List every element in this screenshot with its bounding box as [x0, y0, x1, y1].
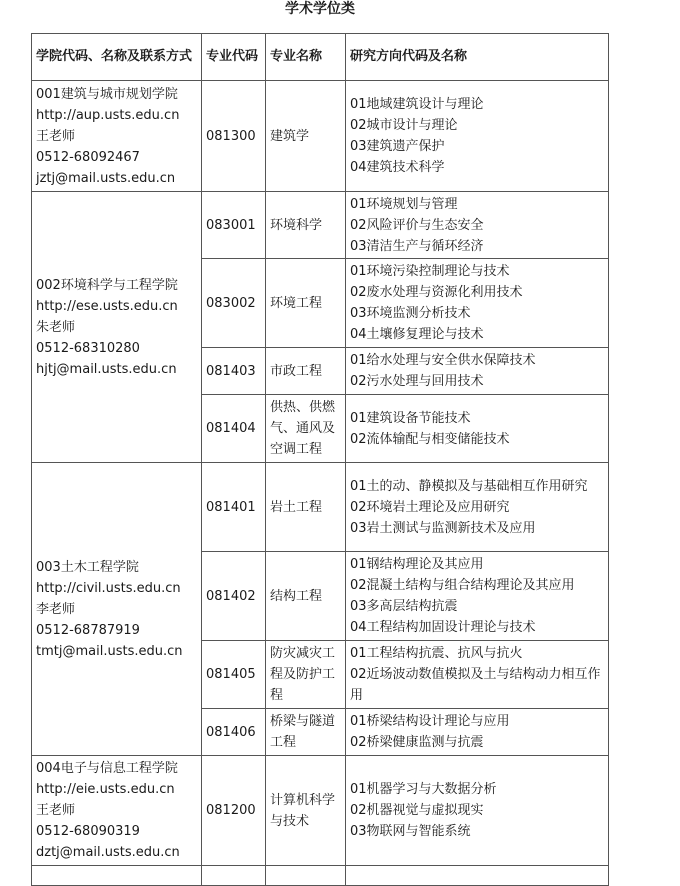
- direction-item: 03建筑遗产保护: [350, 139, 445, 154]
- college-email[interactable]: jztj@mail.usts.edu.cn: [36, 170, 176, 186]
- direction-item: 01土的动、静模拟及与基础相互作用研究: [350, 478, 588, 494]
- major-name-text: 供热、供燃气、通风及空调工程: [270, 400, 336, 457]
- college-cell: [32, 81, 202, 192]
- major-name: [266, 395, 346, 463]
- table-row: [32, 756, 609, 866]
- direction-item: 02机器视觉与虚拟现实: [350, 803, 484, 818]
- college-name: 001建筑与城市规划学院: [36, 86, 178, 102]
- college-contact: 王老师: [36, 128, 76, 144]
- direction-item: 03岩土测试与监测新技术及应用: [350, 520, 536, 536]
- directions-cell: [346, 709, 609, 756]
- direction-item: 02环境岩土理论及应用研究: [350, 499, 510, 515]
- direction-item: 03环境监测分析技术: [350, 306, 471, 321]
- directions-cell: [346, 395, 609, 463]
- college-phone: 0512-68092467: [36, 149, 140, 165]
- header-major-code: 专业代码: [202, 34, 266, 81]
- major-code: 081200: [202, 756, 266, 866]
- major-name: 结构工程: [266, 552, 346, 641]
- college-cell: [32, 866, 202, 886]
- college-name: 004电子与信息工程学院: [36, 761, 178, 776]
- direction-item: 02城市设计与理论: [350, 118, 458, 133]
- directions-cell: [346, 348, 609, 395]
- major-code: [202, 866, 266, 886]
- major-code: 081401: [202, 463, 266, 552]
- direction-item: 02近场波动数值模拟及土与结构动力相互作用: [350, 667, 601, 703]
- table-row: [32, 81, 609, 192]
- table-row: [32, 866, 609, 886]
- direction-item: 03多高层结构抗震: [350, 599, 458, 614]
- major-code: 083001: [202, 192, 266, 259]
- direction-item: 01工程结构抗震、抗风与抗火: [350, 646, 523, 661]
- directions-cell: [346, 866, 609, 886]
- major-name-text: 防灾减灾工程及防护工程: [270, 646, 336, 703]
- major-name: 建筑学: [266, 81, 346, 192]
- major-code: 081403: [202, 348, 266, 395]
- college-cell: [32, 192, 202, 463]
- direction-item: 02流体输配与相变储能技术: [350, 431, 510, 447]
- directions-cell: [346, 552, 609, 641]
- direction-item: 01建筑设备节能技术: [350, 410, 471, 426]
- college-email[interactable]: tmtj@mail.usts.edu.cn: [36, 643, 183, 659]
- major-name-text: 计算机科学与技术: [270, 792, 336, 829]
- major-name: 岩土工程: [266, 463, 346, 552]
- direction-item: 04工程结构加固设计理论与技术: [350, 620, 536, 635]
- direction-item: 02污水处理与回用技术: [350, 374, 484, 389]
- directions-cell: [346, 81, 609, 192]
- direction-item: 01钢结构理论及其应用: [350, 557, 484, 572]
- college-cell: [32, 463, 202, 756]
- direction-item: 02风险评价与生态安全: [350, 217, 484, 233]
- directions-cell: [346, 756, 609, 866]
- college-url[interactable]: http://aup.usts.edu.cn: [36, 107, 180, 123]
- direction-item: 01桥梁结构设计理论与应用: [350, 714, 510, 729]
- major-name: [266, 756, 346, 866]
- major-code: 081404: [202, 395, 266, 463]
- direction-item: 01地域建筑设计与理论: [350, 97, 484, 112]
- direction-item: 04土壤修复理论与技术: [350, 327, 484, 342]
- college-email[interactable]: hjtj@mail.usts.edu.cn: [36, 361, 177, 377]
- major-code: 081405: [202, 641, 266, 709]
- college-url[interactable]: http://ese.usts.edu.cn: [36, 298, 178, 314]
- college-contact: 李老师: [36, 601, 76, 617]
- directions-cell: [346, 259, 609, 348]
- directions-cell: [346, 192, 609, 259]
- college-phone: 0512-68787919: [36, 622, 140, 638]
- major-name: 市政工程: [266, 348, 346, 395]
- major-code: 081402: [202, 552, 266, 641]
- college-url[interactable]: http://civil.usts.edu.cn: [36, 580, 181, 596]
- major-code: 081300: [202, 81, 266, 192]
- major-name-text: 桥梁与隧道工程: [270, 714, 336, 750]
- table-row: [32, 192, 609, 259]
- major-name: [266, 641, 346, 709]
- college-phone: 0512-68090319: [36, 824, 140, 839]
- table-row: [32, 463, 609, 552]
- admissions-table: [31, 33, 609, 886]
- major-name: 环境科学: [266, 192, 346, 259]
- college-email[interactable]: dztj@mail.usts.edu.cn: [36, 845, 180, 860]
- college-url[interactable]: http://eie.usts.edu.cn: [36, 782, 175, 797]
- direction-item: 01环境规划与管理: [350, 196, 458, 212]
- header-directions: 研究方向代码及名称: [346, 34, 609, 81]
- major-name: 环境工程: [266, 259, 346, 348]
- direction-item: 04建筑技术科学: [350, 160, 445, 175]
- direction-item: 03物联网与智能系统: [350, 824, 471, 839]
- direction-item: 02桥梁健康监测与抗震: [350, 735, 484, 750]
- table-caption: 学术学位类: [285, 1, 355, 17]
- directions-cell: [346, 641, 609, 709]
- college-contact: 朱老师: [36, 319, 76, 335]
- college-name: 003土木工程学院: [36, 559, 139, 575]
- header-college: 学院代码、名称及联系方式: [32, 34, 202, 81]
- direction-item: 01给水处理与安全供水保障技术: [350, 353, 536, 368]
- major-code: 081406: [202, 709, 266, 756]
- college-phone: 0512-68310280: [36, 340, 140, 356]
- college-name: 002环境科学与工程学院: [36, 277, 178, 293]
- direction-item: 02废水处理与资源化利用技术: [350, 285, 523, 300]
- college-cell: [32, 756, 202, 866]
- direction-item: 01机器学习与大数据分析: [350, 782, 497, 797]
- major-name: [266, 866, 346, 886]
- header-major-name: 专业名称: [266, 34, 346, 81]
- direction-item: 03清洁生产与循环经济: [350, 238, 484, 254]
- major-name: [266, 709, 346, 756]
- major-code: 083002: [202, 259, 266, 348]
- direction-item: 02混凝土结构与组合结构理论及其应用: [350, 578, 575, 593]
- direction-item: 01环境污染控制理论与技术: [350, 264, 510, 279]
- directions-cell: [346, 463, 609, 552]
- college-contact: 王老师: [36, 803, 76, 818]
